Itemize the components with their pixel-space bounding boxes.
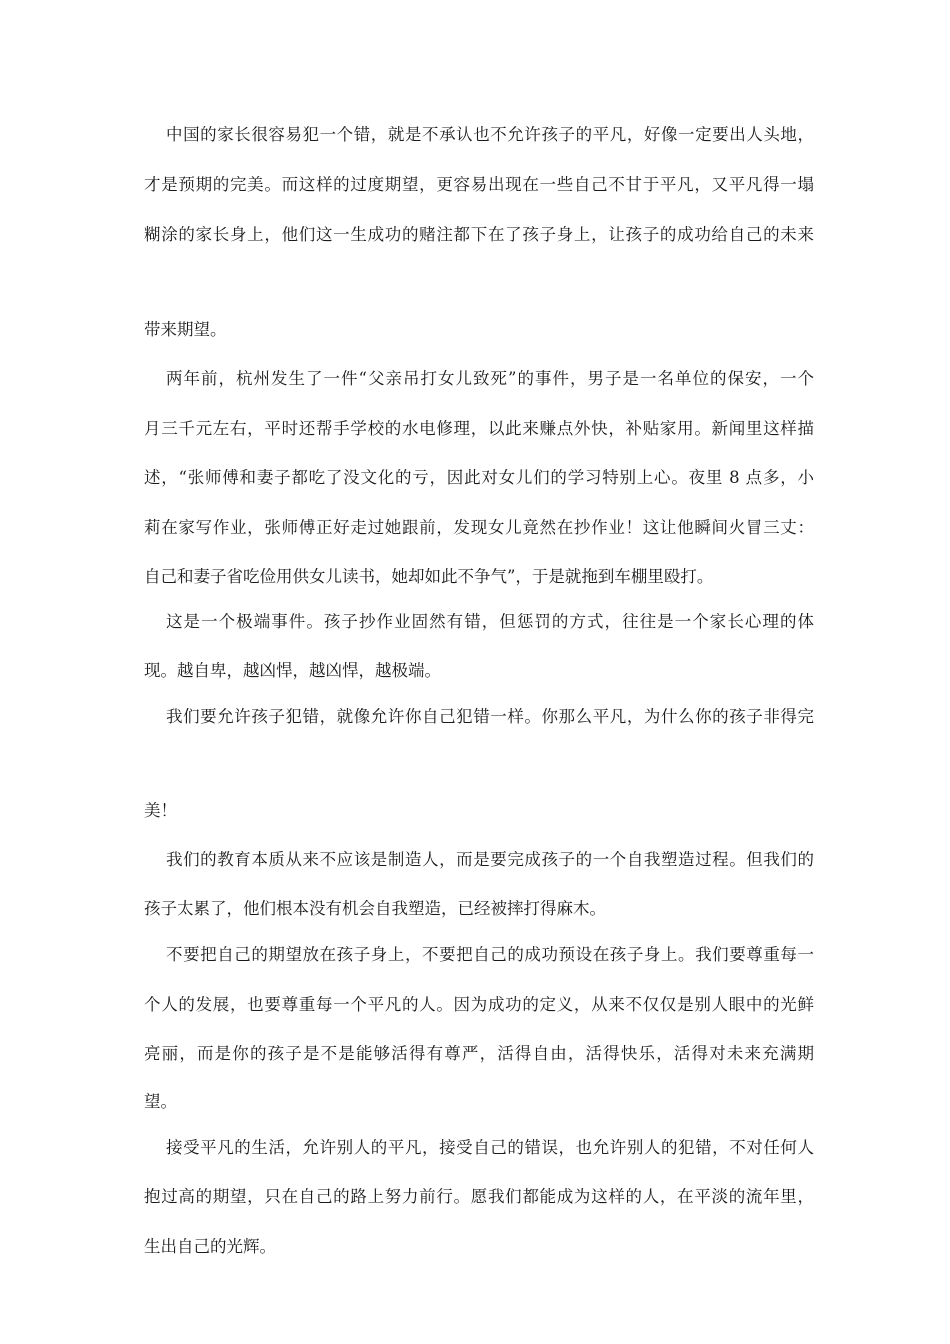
text-line: 两年前，杭州发生了一件“父亲吊打女儿致死”的事件，男子是一名单位的保安，一个 xyxy=(166,369,814,388)
text-line: 亮丽，而是你的孩子是不是能够活得有尊严，活得自由，活得快乐，活得对未来充满期 xyxy=(144,1044,814,1063)
text-line: 抱过高的期望，只在自己的路上努力前行。愿我们都能成为这样的人，在平淡的流年里， xyxy=(144,1187,814,1206)
text-line: 望。 xyxy=(144,1092,177,1111)
text-line: 糊涂的家长身上，他们这一生成功的赌注都下在了孩子身上，让孩子的成功给自己的未来 xyxy=(144,225,814,244)
text-line: 中国的家长很容易犯一个错，就是不承认也不允许孩子的平凡，好像一定要出人头地， xyxy=(166,125,814,144)
text-line: 月三千元左右，平时还帮手学校的水电修理，以此来赚点外快，补贴家用。新闻里这样描 xyxy=(144,419,814,438)
text-line: 我们要允许孩子犯错，就像允许你自己犯错一样。你那么平凡，为什么你的孩子非得完 xyxy=(166,707,814,726)
text-line: 现。越自卑，越凶悍，越凶悍，越极端。 xyxy=(144,661,441,680)
text-line: 我们的教育本质从来不应该是制造人，而是要完成孩子的一个自我塑造过程。但我们的 xyxy=(166,850,814,869)
text-line: 接受平凡的生活，允许别人的平凡，接受自己的错误，也允许别人的犯错，不对任何人 xyxy=(166,1138,814,1157)
text-line: 这是一个极端事件。孩子抄作业固然有错，但惩罚的方式，往往是一个家长心理的体 xyxy=(166,612,814,631)
text-line: 美！ xyxy=(144,801,177,820)
text-line: 生出自己的光辉。 xyxy=(144,1237,276,1256)
text-line: 才是预期的完美。而这样的过度期望，更容易出现在一些自己不甘于平凡，又平凡得一塌 xyxy=(144,175,814,194)
text-line: 述，“张师傅和妻子都吃了没文化的亏，因此对女儿们的学习特别上心。夜里 8 点多，小 xyxy=(144,468,814,487)
text-line: 自己和妻子省吃俭用供女儿读书，她却如此不争气”，于是就拖到车棚里殴打。 xyxy=(144,567,714,586)
text-line: 不要把自己的期望放在孩子身上，不要把自己的成功预设在孩子身上。我们要尊重每一 xyxy=(166,945,814,964)
text-line: 莉在家写作业，张师傅正好走过她跟前，发现女儿竟然在抄作业！这让他瞬间火冒三丈： xyxy=(144,518,814,537)
text-line: 个人的发展，也要尊重每一个平凡的人。因为成功的定义，从来不仅仅是别人眼中的光鲜 xyxy=(144,995,814,1014)
text-line: 带来期望。 xyxy=(144,320,227,339)
text-line: 孩子太累了，他们根本没有机会自我塑造，已经被摔打得麻木。 xyxy=(144,899,606,918)
